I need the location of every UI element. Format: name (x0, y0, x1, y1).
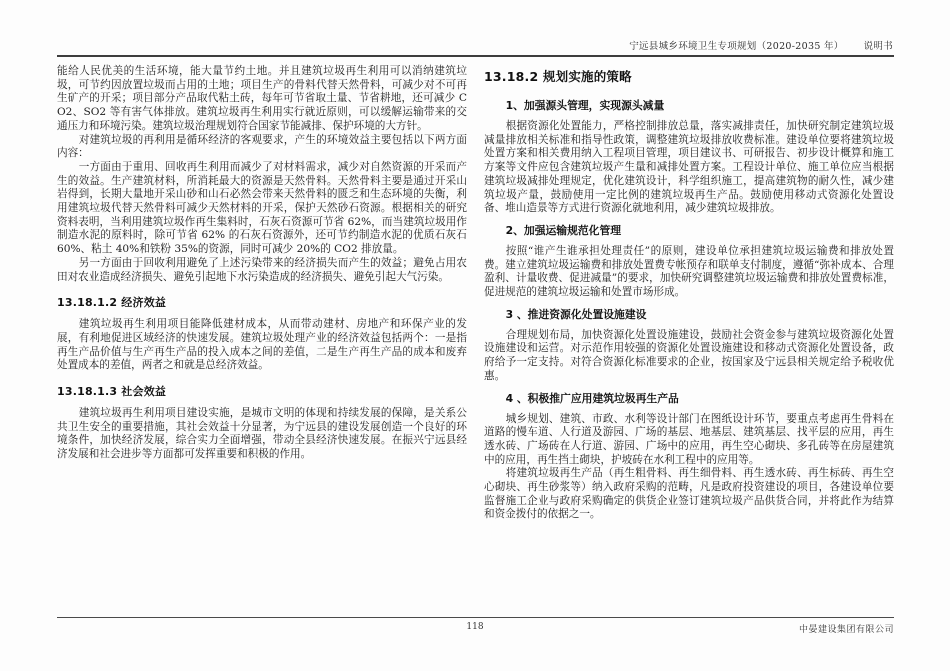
sub-heading: 2、加强运输规范化管理 (505, 223, 622, 237)
sub-heading: 4 、积极推广应用建筑垃圾再生产品 (505, 391, 679, 405)
paragraph: 将建筑垃圾再生产品（再生粗骨料、再生细骨料、再生透水砖、再生标砖、再生空心砌块、再生砂浆等）纳入政府采购的范畴，凡是政府投资建设的项目，各建设单位要监督施工企业与政府采购确定的供货企业签订建筑垃圾产品供货合同，并将此作为结算和资金拨付的依据之一。 (484, 467, 894, 521)
page-body (57, 65, 894, 522)
paragraph: 建筑垃圾再生利用项目能降低建材成本，从而带动建材、房地产和环保产业的发展，有利地促进区域经济的快速发展。建筑垃圾处理产业的经济效益包括两个：一是指再生产品价值与生产再生产品的投入成本之间的差值，二是生产再生产品的成本和废弃处置成本的差值，两者之和就是总经济效益。 (57, 318, 467, 372)
page-header (57, 38, 893, 52)
page-number: 118 (466, 622, 484, 632)
paragraph: 能给人民优美的生活环境，能大量节约土地。并且建筑垃圾再生利用可以消纳建筑垃圾，可节约因放置垃圾而占用的土地；项目生产的骨料代替天然骨料，可减少对不可再生矿产的开采；项目部分产品取代粘土砖，每年可节省取土量、节省耕地，还可减少 CO2、SO2 等有害气体排放。建筑垃圾再生利用实行就近原则，可以缓解运输带来的交通压力和环境污染。建筑垃圾治理规划符合国家节能减排、保护环境的大方针。 (57, 65, 467, 132)
footer-company: 中晏建设集团有限公司 (798, 625, 894, 635)
section-heading: 13.18.1.3 社会效益 (57, 385, 167, 399)
paragraph: 根据资源化处置能力，严格控制排放总量，落实减排责任，加快研究制定建筑垃圾减量排放相关标准和指导性政策，调整建筑垃圾排放收费标准。建设单位要将建筑垃圾处置方案和相关费用纳入工程项目管理，项目建议书、可研报告、初步设计概算和施工方案等文件应包含建筑垃圾产生量和减排处置方案。工程设计单位、施工单位应当根据建筑垃圾减排处理规定，优化建筑设计，科学组织施工，提高建筑物的耐久性，减少建筑垃圾产量，鼓励使用一定比例的建筑垃圾再生产品。鼓励使用移动式资源化处置设备、堆山造景等方式进行资源化就地利用，减少建筑垃圾排放。 (484, 120, 894, 215)
sub-heading: 1、加强源头管理，实现源头减量 (505, 99, 665, 112)
paragraph: 按照“谁产生谁承担处理责任”的原则，建设单位承担建筑垃圾运输费和排放处置费。建立建筑垃圾运输费和排放处置费专帐预存和联单支付制度，遵循“弥补成本、合理盈利、计量收费、促进减量”的要求，加快研究调整建筑垃圾运输费和排放处置费标准，促进规范的建筑垃圾运输和处置市场形成。 (484, 244, 894, 299)
paragraph: 建筑垃圾再生利用项目建设实施，是城市文明的体现和持续发展的保障，是关系公共卫生安全的重要措施，其社会效益十分显著，为宁远县的建设发展创造一个良好的环境条件，加快经济发展，综合实力全面增强，带动全县经济快速发展。在振兴宁远县经济发展和社会进步等方面都可发挥重要和积极的作用。 (57, 407, 467, 461)
paragraph: 对建筑垃圾的再利用是循环经济的客观要求，产生的环境效益主要包括以下两方面内容： (57, 133, 467, 160)
left-column (57, 65, 467, 522)
header-doc-type: 说明书 (863, 41, 893, 52)
section-heading: 13.18.1.2 经济效益 (57, 296, 167, 310)
sub-heading: 3 、推进资源化处置设施建设 (505, 307, 647, 321)
paragraph: 另一方面由于回收利用避免了上述污染带来的经济损失而产生的效益；避免占用农田对农业造成经济损失、避免引起地下水污染造成的经济损失、避免引起大气污染。 (57, 256, 467, 283)
header-divider (57, 55, 894, 57)
paragraph: 城乡规划、建筑、市政、水利等设计部门在图纸设计环节，要重点考虑再生骨料在道路的慢车道、人行道及游园、广场的基层、地基层、建筑基层、找平层的应用，再生透水砖、广场砖在人行道、游园、广场中的应用，再生空心砌块、多孔砖等在房屋建筑中的应用，再生挡土砌块，护坡砖在水利工程中的应用等。 (484, 412, 894, 466)
footer-divider (57, 617, 894, 618)
paragraph: 合理规划布局，加快资源化处置设施建设，鼓励社会资金参与建筑垃圾资源化处置设施建设和运营。对示范作用较强的资源化处置设施建设和移动式资源化处置设备，政府给予一定支持。对符合资源化标准要求的企业，按国家及宁远县相关规定给予税收优惠。 (484, 328, 894, 382)
section-heading: 13.18.2 规划实施的策略 (484, 69, 632, 84)
header-doc-title: 宁远县城乡环境卫生专项规划（2020-2035 年） (629, 41, 844, 52)
right-column (484, 65, 894, 522)
paragraph: 一方面由于重用、回收再生利用而减少了对材料需求，减少对自然资源的开采而产生的效益。生产建筑材料，所消耗最大的资源是天然骨料。天然骨料主要是通过开采山岩得到，长期大量地开采山砂和山石必然会带来天然骨料的匮乏和生态环境的失衡，利用建筑垃圾代替天然骨料可减少天然材料的开采，保护天然砂石资源。根据相关的研究资料表明，当利用建筑垃圾作再生集料时，石灰石资源可节省 62%，而当建筑垃圾用作制造水泥的原料时，除可节省 62% 的石灰石资源外，还可节约制造水泥的优质石灰石 60%、粘土 40%和铁粉 35%的资源，同时可减少 20%的 CO2 排放量。 (57, 160, 467, 256)
